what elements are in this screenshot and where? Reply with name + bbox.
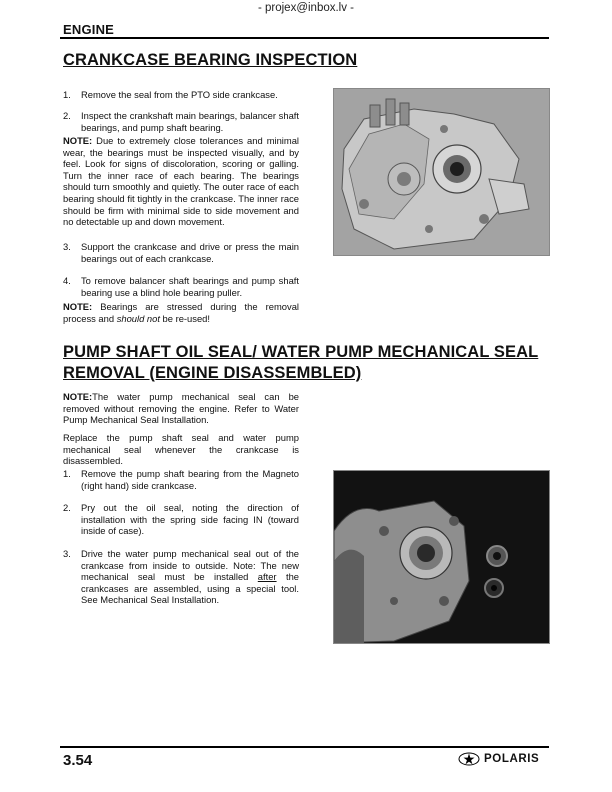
section2-note [63,391,299,426]
note-text-end: be re-used! [159,312,210,324]
step-text: Pry out the oil seal, noting the direction of installation with the spring side facing IN (toward inside of case). [81,502,299,537]
step-number: 1. [63,468,71,479]
step-number: 4. [63,275,71,286]
note-text: The water pump mechanical seal can be removed without removing the engine. Refer to Water Pump Mechanical Seal Installation. [63,391,299,426]
crankcase-photo [333,88,550,256]
pump-seal-photo [333,470,550,644]
section2-title-line2: REMOVAL (ENGINE DISASSEMBLED) [63,364,362,382]
step-text: Remove the pump shaft bearing from the Magneto (right hand) side crankcase. [81,468,299,491]
section2-intro: Replace the pump shaft seal and water pump mechanical seal whenever the crankcase is disassembled. [63,432,299,467]
step-text: Inspect the crankshaft main bearings, balancer shaft bearings, and pump shaft bearing. [81,110,299,133]
section-tab: ENGINE [63,22,115,37]
section1-step-4 [63,275,299,298]
section1-step-1 [63,89,299,101]
note-text: Due to extremely close tolerances and minimal wear, the bearings must be inspected visually, and by feel. Look for signs of discoloration, scoring or galling. Turn the inner race of each bearing. The bearings should turn smoothly and quietly. The outer race of each bearing should fit tightly in the crankcase. The inner race should be firm with minimal side to side movement and no detectable up and down movement. [63,135,299,228]
step-number: 2. [63,110,71,121]
note-label: NOTE: [63,391,93,402]
header-rule [60,37,549,39]
step-number: 2. [63,502,71,513]
section2-title-line1: PUMP SHAFT OIL SEAL/ WATER PUMP MECHANICAL SEAL [63,343,539,361]
section1-note-2 [63,301,299,324]
note-emphasis: should not [116,312,160,324]
star-emblem-icon [458,752,480,766]
step-number: 1. [63,89,71,100]
section2-step-3 [63,548,299,606]
section2-step-2 [63,502,299,537]
section1-note-1 [63,135,299,228]
step-text-b: the crankcases are assembled, using a special tool. See Mechanical Seal Installation. [81,571,300,606]
step-text: Remove the seal from the PTO side crankcase. [81,89,278,100]
note-label: NOTE: [63,135,93,146]
polaris-logo [458,750,550,768]
watermark-text: - projex@inbox.lv - [257,2,355,14]
step-text [81,548,299,606]
section1-step-3 [63,241,299,264]
step-number: 3. [63,241,71,252]
note-label: NOTE: [63,301,93,312]
step-text: Support the crankcase and drive or press the main bearings out of each crankcase. [81,241,299,264]
step-text-underline: after [257,571,277,583]
section1-step-2 [63,110,299,133]
note-text: Bearings are stressed during the removal process and [63,301,299,324]
step-text-a: Drive the water pump mechanical seal out of the crankcase from inside to outside. Note: The new mechanical seal must be installed [81,548,299,583]
section1-title: CRANKCASE BEARING INSPECTION [63,51,358,69]
footer-rule [60,746,549,748]
section2-title [63,343,538,383]
step-text: To remove balancer shaft bearings and pump shaft bearing use a blind hole bearing puller. [81,275,299,298]
section2-step-1 [63,468,299,491]
step-number: 3. [63,548,71,559]
brand-wordmark: POLARIS [484,753,540,765]
page-number: 3.54 [63,752,93,769]
